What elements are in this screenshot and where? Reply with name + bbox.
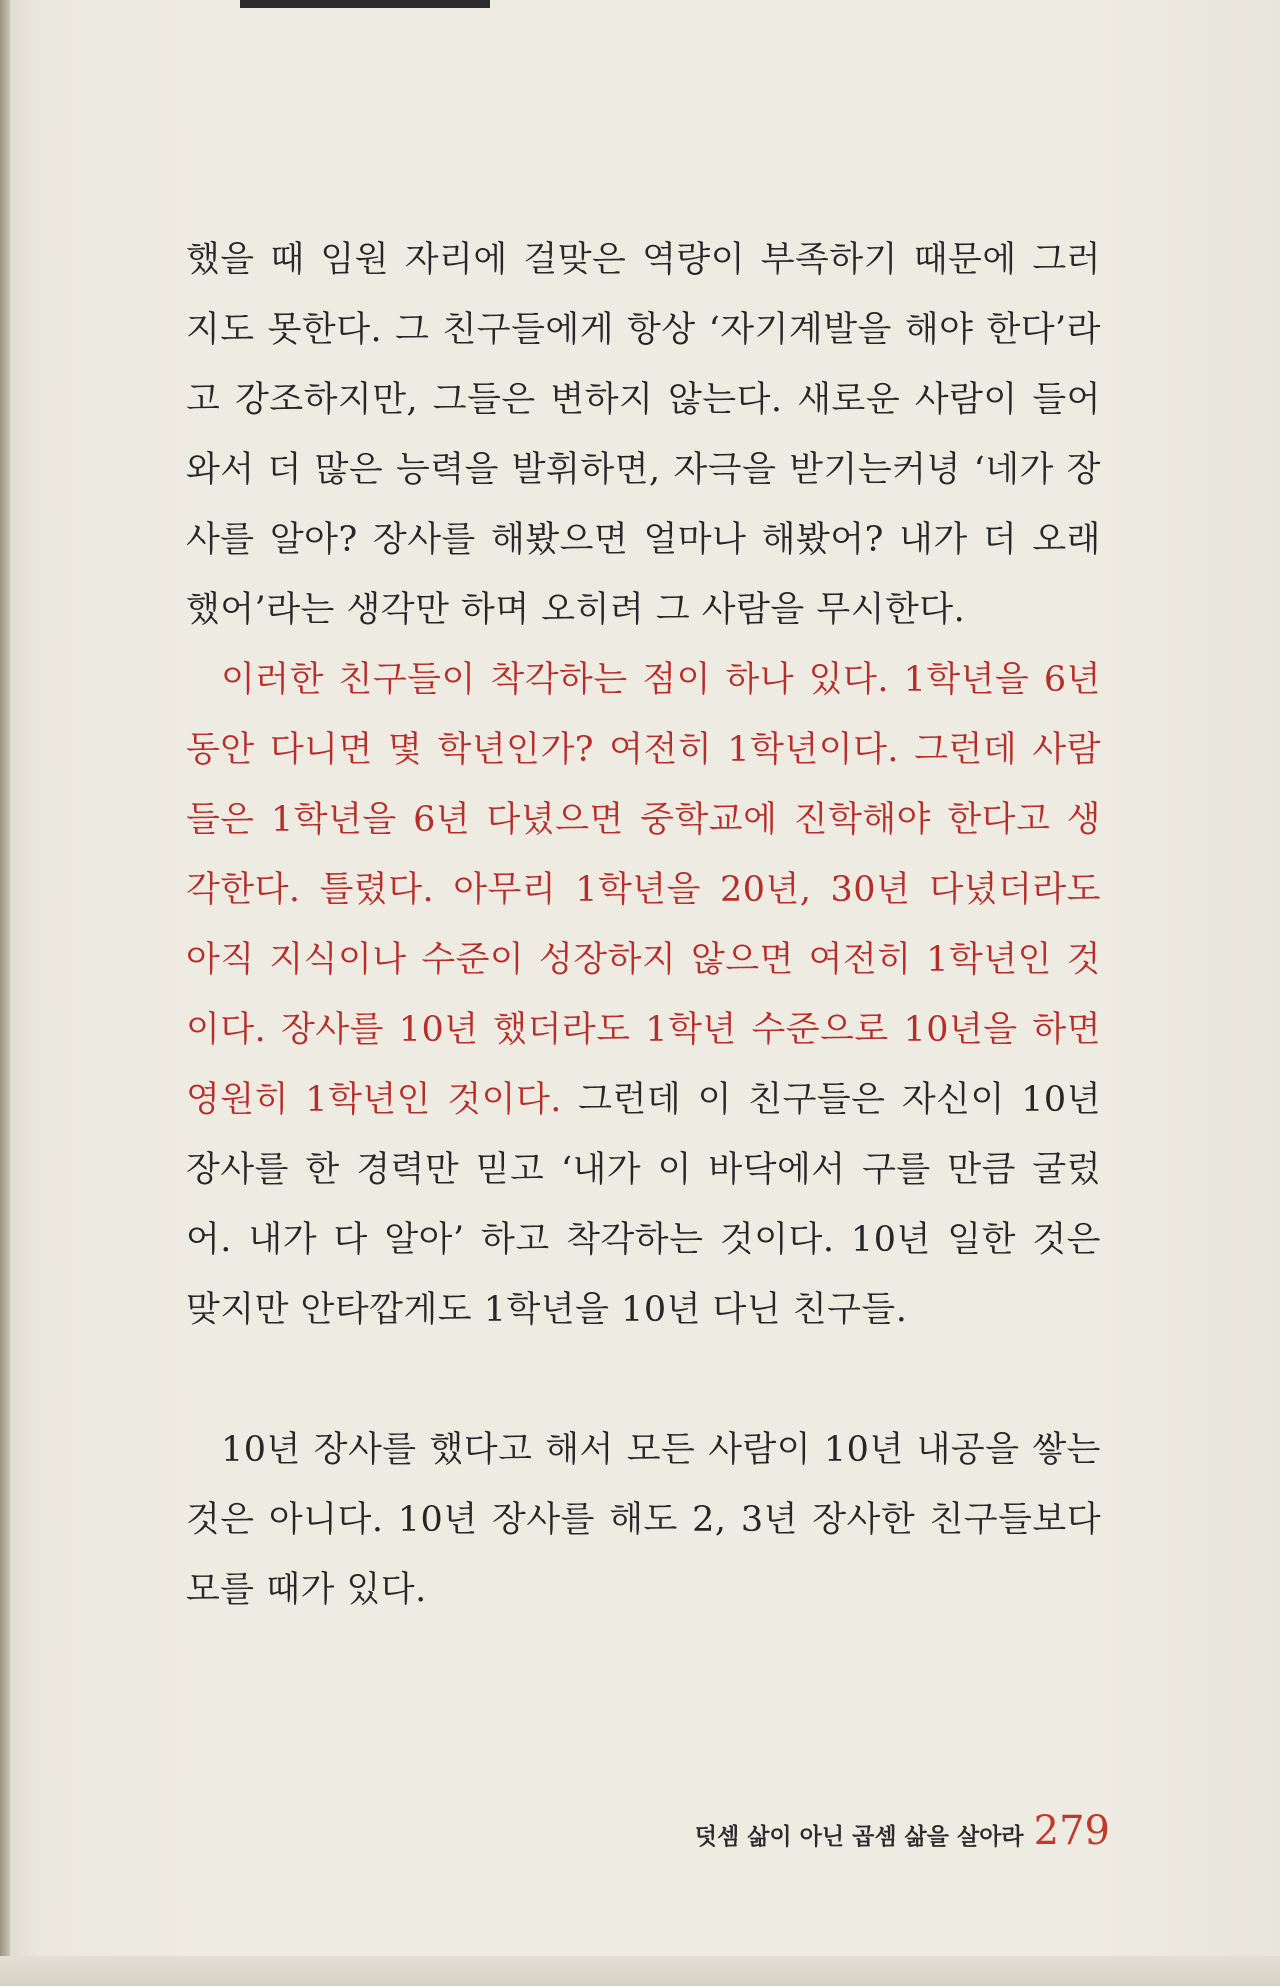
running-title: 덧셈 삶이 아닌 곱셈 삶을 살아라 <box>694 1824 1024 1850</box>
paragraph-2-highlighted-text: 이러한 친구들이 착각하는 점이 하나 있다. 1학년을 6년 동안 다니면 몇 학년인가? 여전히 1학년이다. 그런데 사람들은 1학년을 6년 다녔으면 중학교에 진학해야 한다고 생각한다. 틀렸다. 아무리 1학년을 20년, 30년 다녔더라도 아직 지식이나 수준이 성장하지 않으면 여전히 1학년인 것이다. 장사를 10년 했더라도 1학년 수준으로 10년을 하면 영원히 1학년인 것이다. <box>186 660 1101 1120</box>
paragraph-2 <box>186 645 1101 1345</box>
body-text <box>186 225 1101 1625</box>
page-bottom-edge <box>0 1956 1280 1986</box>
paragraph-2-text: 그런데 이 친구들은 자신이 10년 장사를 한 경력만 믿고 ‘내가 이 바닥에서 구를 만큼 굴렀어. 내가 다 알아’ 하고 착각하는 것이다. 10년 일한 것은 맞지만 안타깝게도 1학년을 10년 다닌 친구들. <box>186 1080 1102 1330</box>
top-scan-mark <box>240 0 490 8</box>
paragraph-1-text: 했을 때 임원 자리에 걸맞은 역량이 부족하기 때문에 그러지도 못한다. 그 친구들에게 항상 ‘자기계발을 해야 한다’라고 강조하지만, 그들은 변하지 않는다. 새로운 사람이 들어와서 더 많은 능력을 발휘하면, 자극을 받기는커녕 ‘네가 장사를 알아? 장사를 해봤으면 얼마나 해봤어? 내가 더 오래 했어’라는 생각만 하며 오히려 그 사람을 무시한다. <box>186 240 1101 630</box>
paragraph-1 <box>186 225 1101 645</box>
paragraph-gap <box>186 1345 1101 1415</box>
page-binding-edge <box>0 0 10 1986</box>
page-footer <box>695 1808 1110 1854</box>
page-number: 279 <box>1033 1808 1110 1854</box>
paragraph-3 <box>186 1415 1101 1625</box>
paragraph-3-text: 10년 장사를 했다고 해서 모든 사람이 10년 내공을 쌓는 것은 아니다. 10년 장사를 해도 2, 3년 장사한 친구들보다 모를 때가 있다. <box>186 1430 1101 1610</box>
